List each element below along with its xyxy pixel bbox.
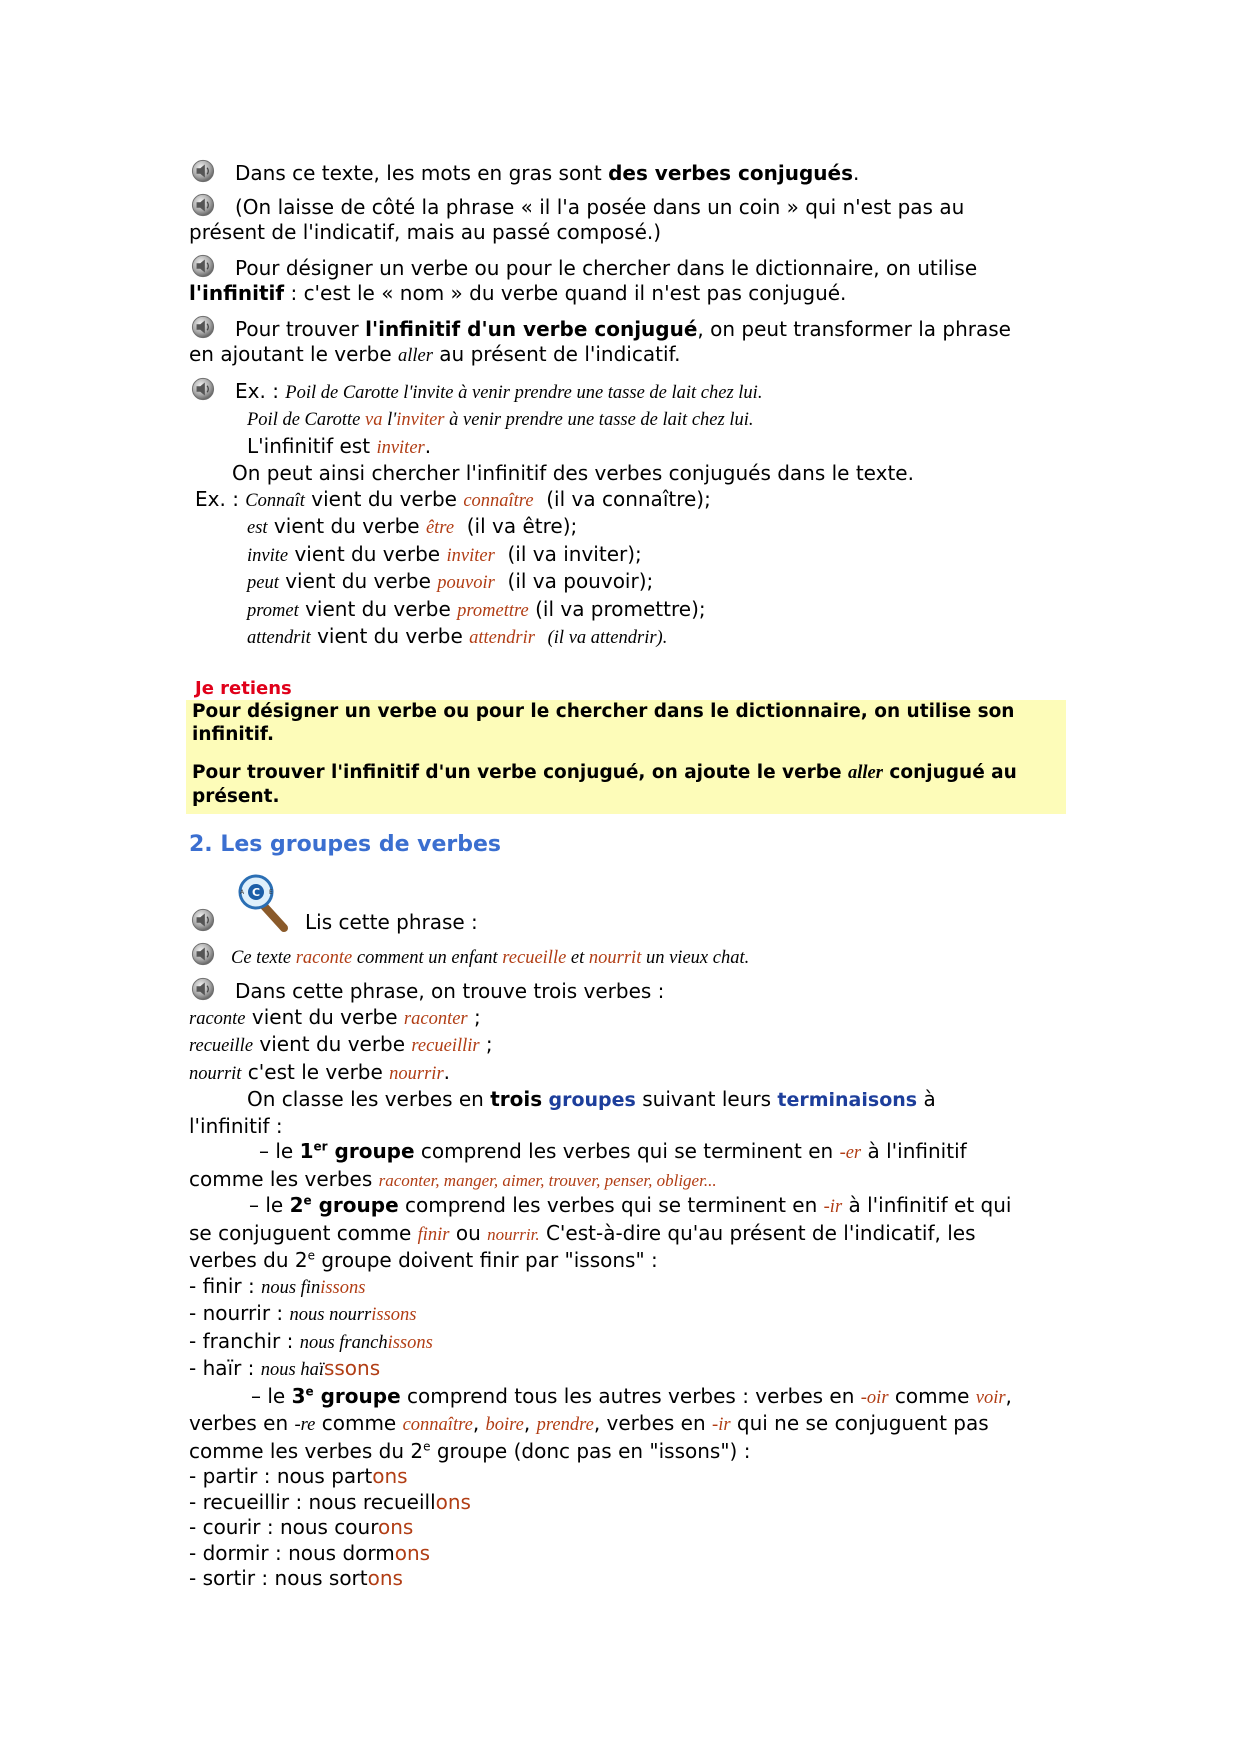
g3-example: - dormir : nous dormons (189, 1540, 431, 1565)
je-retiens-title: Je retiens (195, 677, 292, 699)
groupe-1: – le 1er groupe comprend les verbes qui se terminent en -er à l'infinitif comme les verbes raconter, manger, aimer, trouver, penser, obliger... (189, 1139, 967, 1191)
svg-text:E: E (269, 888, 273, 896)
g3-example: - courir : nous courons (189, 1515, 414, 1539)
speaker-icon[interactable] (189, 942, 217, 966)
svg-text:C: C (251, 885, 261, 899)
verb-line: nourrit c'est le verbe nourrir. (189, 1059, 451, 1084)
speaker-icon[interactable] (189, 315, 217, 339)
line-verbes-gras: Dans ce texte, les mots en gras sont des verbes conjugués. (189, 159, 1069, 187)
line-designer-verbe: Pour désigner un verbe ou pour le chercher dans le dictionnaire, on utilise l'infinitif : c'est le « nom » du verbe quand il n'est pas conjugué. (189, 255, 978, 305)
example-transformed: Poil de Carotte va l'inviter à venir prendre une tasse de lait chez lui. (247, 410, 754, 430)
g2-example: - haïr : nous haïssons (189, 1356, 381, 1380)
lis-phrase-row: C A E Lis cette phrase : (189, 872, 1069, 936)
speaker-icon[interactable] (189, 159, 217, 183)
speaker-icon[interactable] (189, 908, 217, 932)
retiens-p1: Pour désigner un verbe ou pour le chercher dans le dictionnaire, on utilise son infinitif. (192, 700, 1015, 745)
verb-example-row: invite vient du verbe inviter (il va inviter); (247, 541, 642, 566)
example-intro: On peut ainsi chercher l'infinitif des verbes conjugués dans le texte. (232, 461, 914, 485)
verb-example-row: peut vient du verbe pouvoir (il va pouvoir); (247, 569, 654, 593)
magnifier-icon (234, 872, 292, 934)
verb-example-row: promet vient du verbe promettre (il va promettre); (247, 596, 706, 621)
groupe-3: – le 3e groupe comprend tous les autres verbes : verbes en -oir comme voir, verbes en -re comme connaître, boire, prendre, verbes en -ir qui ne se conjuguent pas comme les verbes du 2e groupe (donc pas en "issons") : (189, 1383, 1012, 1463)
speaker-icon[interactable] (189, 193, 217, 217)
example-sentence: Ce texte raconte comment un enfant recueille et nourrit un vieux chat. (189, 942, 1069, 972)
line-on-laisse: (On laisse de côté la phrase « il l'a posée dans un coin » qui n'est pas au présent de l'indicatif, mais au passé composé.) (189, 194, 965, 244)
example-infinitif: L'infinitif est inviter. (247, 433, 432, 458)
g2-example: - nourrir : nous nourrissons (189, 1301, 417, 1325)
groupe-2: – le 2e groupe comprend les verbes qui se terminent en -ir à l'infinitif et qui se conjuguent comme finir ou nourrir. C'est-à-dire qu'au présent de l'indicatif, les verbes du 2e groupe doivent finir par "issons" : (189, 1193, 1012, 1272)
je-retiens-box (186, 700, 1066, 814)
verb-example-row: attendrit vient du verbe attendrir (il va attendrir). (247, 624, 668, 648)
speaker-icon[interactable] (189, 977, 217, 1001)
document-page (189, 159, 1069, 1592)
verb-examples (189, 487, 1069, 652)
g3-example: - sortir : nous sortons (189, 1566, 403, 1590)
g3-example: - partir : nous partons (189, 1464, 408, 1488)
g2-example: - finir : nous finissons (189, 1273, 366, 1298)
section-title: 2. Les groupes de verbes (189, 831, 502, 857)
svg-text:A: A (240, 888, 245, 896)
speaker-icon[interactable] (189, 254, 217, 278)
g2-example: - franchir : nous franchissons (189, 1328, 433, 1353)
verb-example-row: Ex. : Connaît vient du verbe connaître (il va connaître); (195, 486, 711, 511)
verb-example-row: est vient du verbe être (il va être); (247, 514, 578, 538)
verb-line: raconte vient du verbe raconter ; (189, 1004, 481, 1029)
line-trouver-infinitif: Pour trouver l'infinitif d'un verbe conjugué, on peut transformer la phrase en ajoutant le verbe aller au présent de l'indicatif. (189, 316, 1011, 366)
trois-verbes: Dans cette phrase, on trouve trois verbes : (189, 977, 1069, 1005)
retiens-p2: Pour trouver l'infinitif d'un verbe conjugué, on ajoute le verbe aller conjugué au présent. (192, 761, 1017, 807)
classe-verbes: On classe les verbes en trois groupes suivant leurs terminaisons à l'infinitif : (189, 1087, 936, 1138)
speaker-icon[interactable] (189, 377, 217, 401)
verb-line: recueille vient du verbe recueillir ; (189, 1032, 493, 1056)
g3-example: - recueillir : nous recueillons (189, 1489, 471, 1514)
example-poil-de-carotte: Ex. : Poil de Carotte l'invite à venir prendre une tasse de lait chez lui. (189, 377, 1069, 407)
